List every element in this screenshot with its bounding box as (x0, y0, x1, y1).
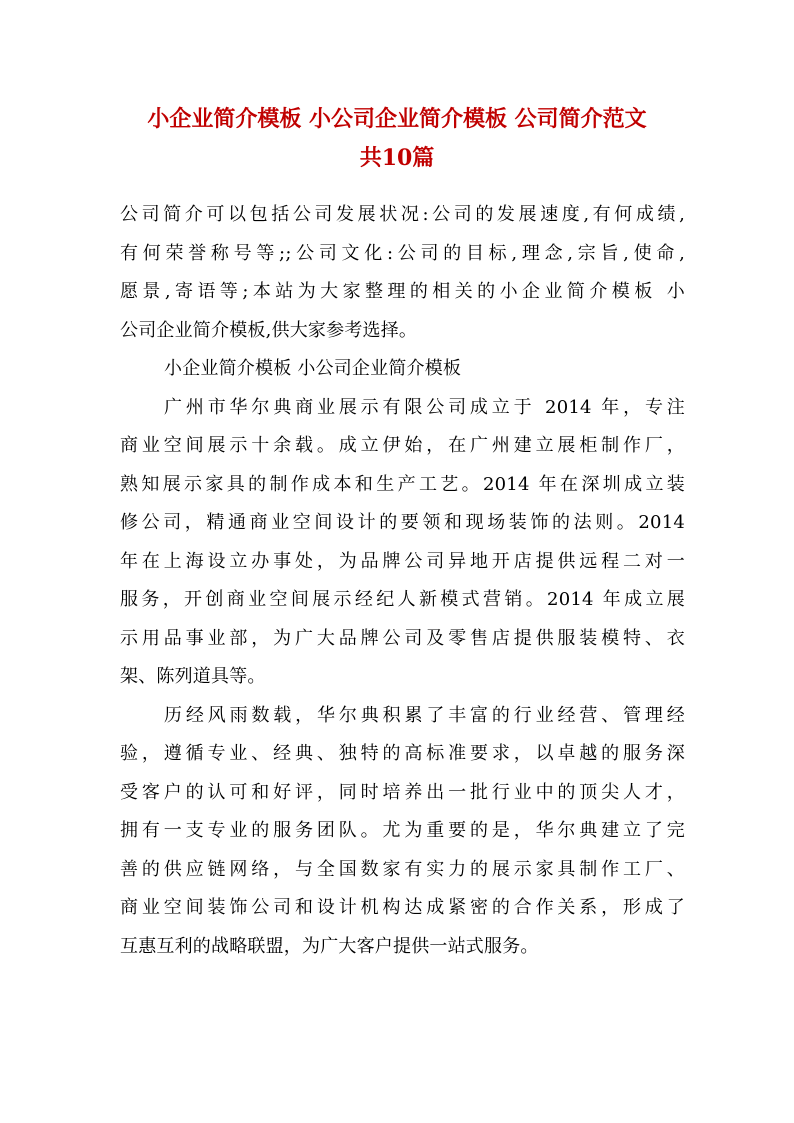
paragraph1-line-3: 熟知展示家具的制作成本和生产工艺。2014 年在深圳成立装 (120, 473, 685, 495)
intro-line-2: 有何荣誉称号等;;公司文化:公司的目标,理念,宗旨,使命, (120, 242, 685, 264)
document-body (120, 196, 685, 966)
paragraph-company-history (120, 389, 685, 697)
section-heading-block (120, 350, 685, 389)
paragraph2-line-4: 拥有一支专业的服务团队。尤为重要的是，华尔典建立了完 (120, 820, 685, 841)
paragraph1-line-1: 广州市华尔典商业展示有限公司成立于 2014 年，专注 (164, 396, 685, 418)
paragraph2-line-7: 互惠互利的战略联盟，为广大客户提供一站式服务。 (120, 935, 539, 957)
section-heading: 小企业简介模板 小公司企业简介模板 (164, 358, 462, 379)
paragraph1-line-7: 示用品事业部，为广大品牌公司及零售店提供服装模特、衣 (120, 627, 685, 649)
intro-paragraph (120, 196, 685, 350)
paragraph1-line-6: 服务，开创商业空间展示经纪人新模式营销。2014 年成立展 (120, 589, 685, 610)
intro-line-4: 公司企业简介模板,供大家参考选择。 (120, 319, 418, 341)
intro-line-1: 公司简介可以包括公司发展状况:公司的发展速度,有何成绩, (120, 204, 685, 225)
paragraph-company-strengths (120, 697, 685, 967)
paragraph2-line-3: 受客户的认可和好评，同时培养出一批行业中的顶尖人才， (120, 781, 685, 803)
paragraph2-line-5: 善的供应链网络，与全国数家有实力的展示家具制作工厂、 (120, 858, 685, 880)
paragraph1-line-2: 商业空间展示十余载。成立伊始，在广州建立展柜制作厂， (120, 435, 685, 456)
paragraph2-line-2: 验，遵循专业、经典、独特的高标准要求，以卓越的服务深 (120, 743, 685, 764)
paragraph2-line-6: 商业空间装饰公司和设计机构达成紧密的合作关系，形成了 (120, 897, 685, 918)
paragraph1-line-5: 年在上海设立办事处，为品牌公司异地开店提供远程二对一 (120, 550, 685, 572)
title-line-1: 小企业简介模板 小公司企业简介模板 公司简介范文 (147, 106, 647, 132)
intro-line-3: 愿景,寄语等;本站为大家整理的相关的小企业简介模板 小 (120, 281, 685, 302)
document-title (100, 97, 694, 174)
title-line-2: 共10篇 (359, 144, 435, 171)
paragraph1-line-8: 架、陈列道具等。 (120, 666, 266, 687)
paragraph2-line-1: 历经风雨数载，华尔典积累了丰富的行业经营、管理经 (164, 704, 685, 726)
paragraph1-line-4: 修公司，精通商业空间设计的要领和现场装饰的法则。2014 (120, 512, 685, 533)
